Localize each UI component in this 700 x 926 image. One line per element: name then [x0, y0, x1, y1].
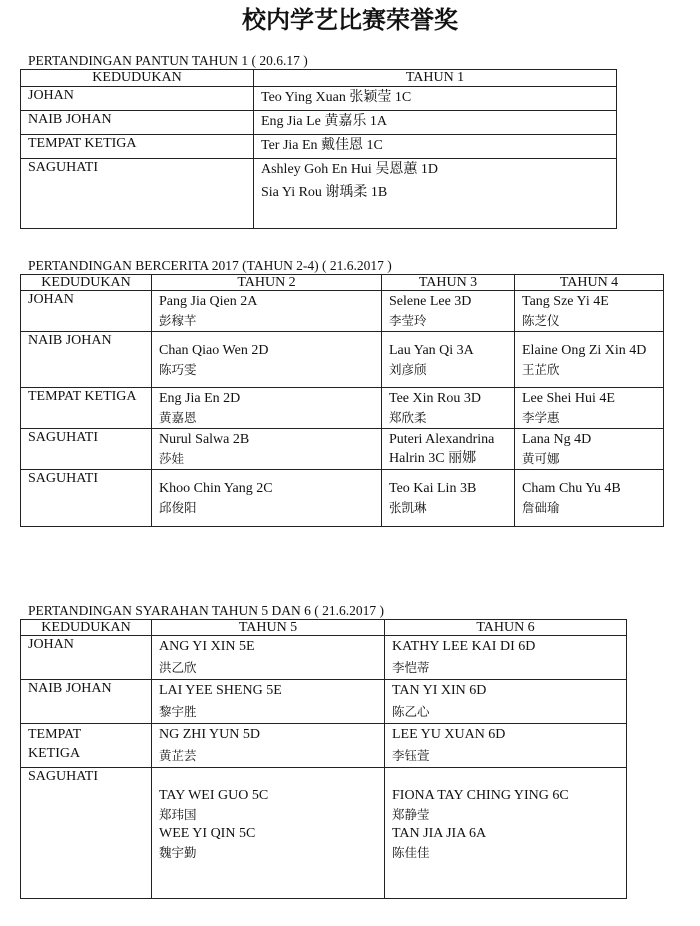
header-tahun2: TAHUN 2 — [152, 275, 382, 291]
table-row — [21, 680, 627, 724]
winner-name: LAI YEE SHENG 5E — [159, 683, 282, 698]
table-row — [21, 388, 664, 429]
winner-chinese-name: 魏宇勤 — [159, 845, 197, 860]
header-tahun4: TAHUN 4 — [515, 275, 664, 291]
table-row — [21, 470, 664, 527]
winner-name: Selene Lee 3D — [389, 294, 472, 309]
table-row — [21, 724, 627, 768]
table-row — [21, 332, 664, 388]
winner-cell — [385, 768, 627, 899]
table-row — [21, 768, 627, 899]
winner-name: Lau Yan Qi 3A — [389, 343, 474, 358]
position-cell: SAGUHATI — [21, 768, 152, 899]
position-cell: JOHAN — [21, 636, 152, 680]
winner-name: Eng Jia Le 黄嘉乐 1A — [261, 114, 387, 129]
winner-chinese-name: 陈佳佳 — [392, 845, 430, 860]
winner-name: Ter Jia En 戴佳恩 1C — [261, 138, 383, 153]
winner-name: Chan Qiao Wen 2D — [159, 343, 269, 358]
table-header-row — [21, 70, 617, 87]
winner-name: Nurul Salwa 2B — [159, 432, 250, 447]
winner-chinese-name: 彭稼芊 — [159, 313, 197, 328]
winner-name: TAN YI XIN 6D — [392, 683, 487, 698]
winner-cell — [152, 332, 382, 388]
winner-chinese-name: 李钰萱 — [392, 748, 430, 763]
position-cell: TEMPAT KETIGA — [21, 135, 254, 159]
winner-cell — [382, 429, 515, 470]
winner-cell — [515, 388, 664, 429]
table-row — [21, 87, 617, 111]
header-kedudukan: KEDUDUKAN — [21, 70, 254, 87]
position-cell: NAIB JOHAN — [21, 332, 152, 388]
winner-cell — [385, 636, 627, 680]
winner-name: Teo Ying Xuan 张颖莹 1C — [261, 90, 412, 105]
winner-chinese-name: 郑欣柔 — [389, 410, 427, 425]
winner-chinese-name: 黎宇胜 — [159, 704, 197, 719]
header-tahun6: TAHUN 6 — [385, 620, 627, 636]
winner-chinese-name: 郑静莹 — [392, 807, 430, 822]
winner-cell — [152, 470, 382, 527]
table-row — [21, 291, 664, 332]
header-tahun5: TAHUN 5 — [152, 620, 385, 636]
table-header-row — [21, 275, 664, 291]
winner-name: Ashley Goh En Hui 吴恩蕙 1D — [261, 162, 438, 177]
winner-name: Cham Chu Yu 4B — [522, 481, 621, 496]
winner-cell — [385, 680, 627, 724]
winner-name: Halrin 3C 丽娜 — [389, 451, 477, 466]
winner-chinese-name: 李学惠 — [522, 410, 560, 425]
winner-name: KATHY LEE KAI DI 6D — [392, 639, 536, 654]
winner-cell — [152, 388, 382, 429]
section3-caption: PERTANDINGAN SYARAHAN TAHUN 5 DAN 6 ( 21.6.2017 ) — [28, 603, 385, 618]
table-syarahan — [20, 619, 627, 899]
header-tahun3: TAHUN 3 — [382, 275, 515, 291]
winner-chinese-name: 詹础瑜 — [522, 500, 560, 515]
table-header-row — [21, 620, 627, 636]
winner-chinese-name: 邱俊阳 — [159, 500, 197, 515]
winner-cell — [385, 724, 627, 768]
winner-cell — [515, 332, 664, 388]
section2-caption: PERTANDINGAN BERCERITA 2017 (TAHUN 2-4) ( 21.6.2017 ) — [28, 258, 392, 273]
winner-chinese-name: 黄可娜 — [522, 451, 560, 466]
header-tahun1: TAHUN 1 — [254, 70, 617, 87]
position-cell: NAIB JOHAN — [21, 680, 152, 724]
winner-chinese-name: 张凯琳 — [389, 500, 427, 515]
position-cell: SAGUHATI — [21, 429, 152, 470]
header-kedudukan: KEDUDUKAN — [21, 620, 152, 636]
winner-name: TAY WEI GUO 5C — [159, 788, 269, 803]
winner-cell — [382, 332, 515, 388]
winner-cell — [152, 680, 385, 724]
winner-name: WEE YI QIN 5C — [159, 826, 256, 841]
header-kedudukan: KEDUDUKAN — [21, 275, 152, 291]
table-row — [21, 636, 627, 680]
winner-name: Teo Kai Lin 3B — [389, 481, 477, 496]
position-cell: TEMPAT KETIGA — [21, 388, 152, 429]
winner-cell — [515, 470, 664, 527]
winner-cell — [254, 135, 617, 159]
position-cell: SAGUHATI — [21, 470, 152, 527]
winner-name: ANG YI XIN 5E — [159, 639, 255, 654]
winner-name: Tee Xin Rou 3D — [389, 391, 481, 406]
table-row — [21, 111, 617, 135]
position-cell: JOHAN — [21, 87, 254, 111]
winner-chinese-name: 李莹玲 — [389, 313, 427, 328]
position-label: TEMPAT KETIGA — [28, 727, 81, 761]
position-cell — [21, 724, 152, 768]
winner-cell — [254, 159, 617, 229]
winner-chinese-name: 郑玮国 — [159, 807, 197, 822]
winner-chinese-name: 陈芝仪 — [522, 313, 560, 328]
table-bercerita — [20, 274, 664, 527]
table-pantun — [20, 69, 617, 229]
winner-chinese-name: 刘彦颀 — [389, 362, 427, 377]
winner-name: Puteri Alexandrina — [389, 432, 495, 447]
page-title: 校内学艺比赛荣誉奖 — [242, 5, 458, 34]
winner-name: Lana Ng 4D — [522, 432, 592, 447]
winner-cell — [515, 429, 664, 470]
position-cell: JOHAN — [21, 291, 152, 332]
winner-cell — [152, 768, 385, 899]
winner-name: Lee Shei Hui 4E — [522, 391, 615, 406]
winner-chinese-name: 莎娃 — [159, 451, 185, 466]
position-cell: NAIB JOHAN — [21, 111, 254, 135]
table-row — [21, 135, 617, 159]
winner-name: FIONA TAY CHING YING 6C — [392, 788, 569, 803]
winner-chinese-name: 王芷欣 — [522, 362, 560, 377]
winner-chinese-name: 陈巧雯 — [159, 362, 197, 377]
winner-name: Tang Sze Yi 4E — [522, 294, 609, 309]
winner-cell — [382, 470, 515, 527]
winner-name: Eng Jia En 2D — [159, 391, 241, 406]
winner-cell — [152, 636, 385, 680]
winner-name: Khoo Chin Yang 2C — [159, 481, 273, 496]
winner-cell — [515, 291, 664, 332]
winner-name: Pang Jia Qien 2A — [159, 294, 258, 309]
table-row — [21, 429, 664, 470]
winner-name: Sia Yi Rou 谢瑀柔 1B — [261, 185, 388, 200]
winner-chinese-name: 黄嘉恩 — [159, 410, 197, 425]
table-row — [21, 159, 617, 229]
winner-cell — [254, 87, 617, 111]
winner-cell — [152, 724, 385, 768]
winner-name: TAN JIA JIA 6A — [392, 826, 487, 841]
winner-cell — [382, 291, 515, 332]
winner-cell — [254, 111, 617, 135]
winner-name: LEE YU XUAN 6D — [392, 727, 506, 742]
winner-cell — [152, 429, 382, 470]
winner-cell — [382, 388, 515, 429]
winner-chinese-name: 黄芷芸 — [159, 748, 197, 763]
winner-cell — [152, 291, 382, 332]
winner-name: Elaine Ong Zi Xin 4D — [522, 343, 647, 358]
winner-chinese-name: 李恺蒂 — [392, 660, 430, 675]
position-cell: SAGUHATI — [21, 159, 254, 229]
winner-name: NG ZHI YUN 5D — [159, 727, 260, 742]
winner-chinese-name: 洪乙欣 — [159, 660, 197, 675]
section1-caption: PERTANDINGAN PANTUN TAHUN 1 ( 20.6.17 ) — [28, 53, 308, 68]
winner-chinese-name: 陈乙心 — [392, 704, 430, 719]
